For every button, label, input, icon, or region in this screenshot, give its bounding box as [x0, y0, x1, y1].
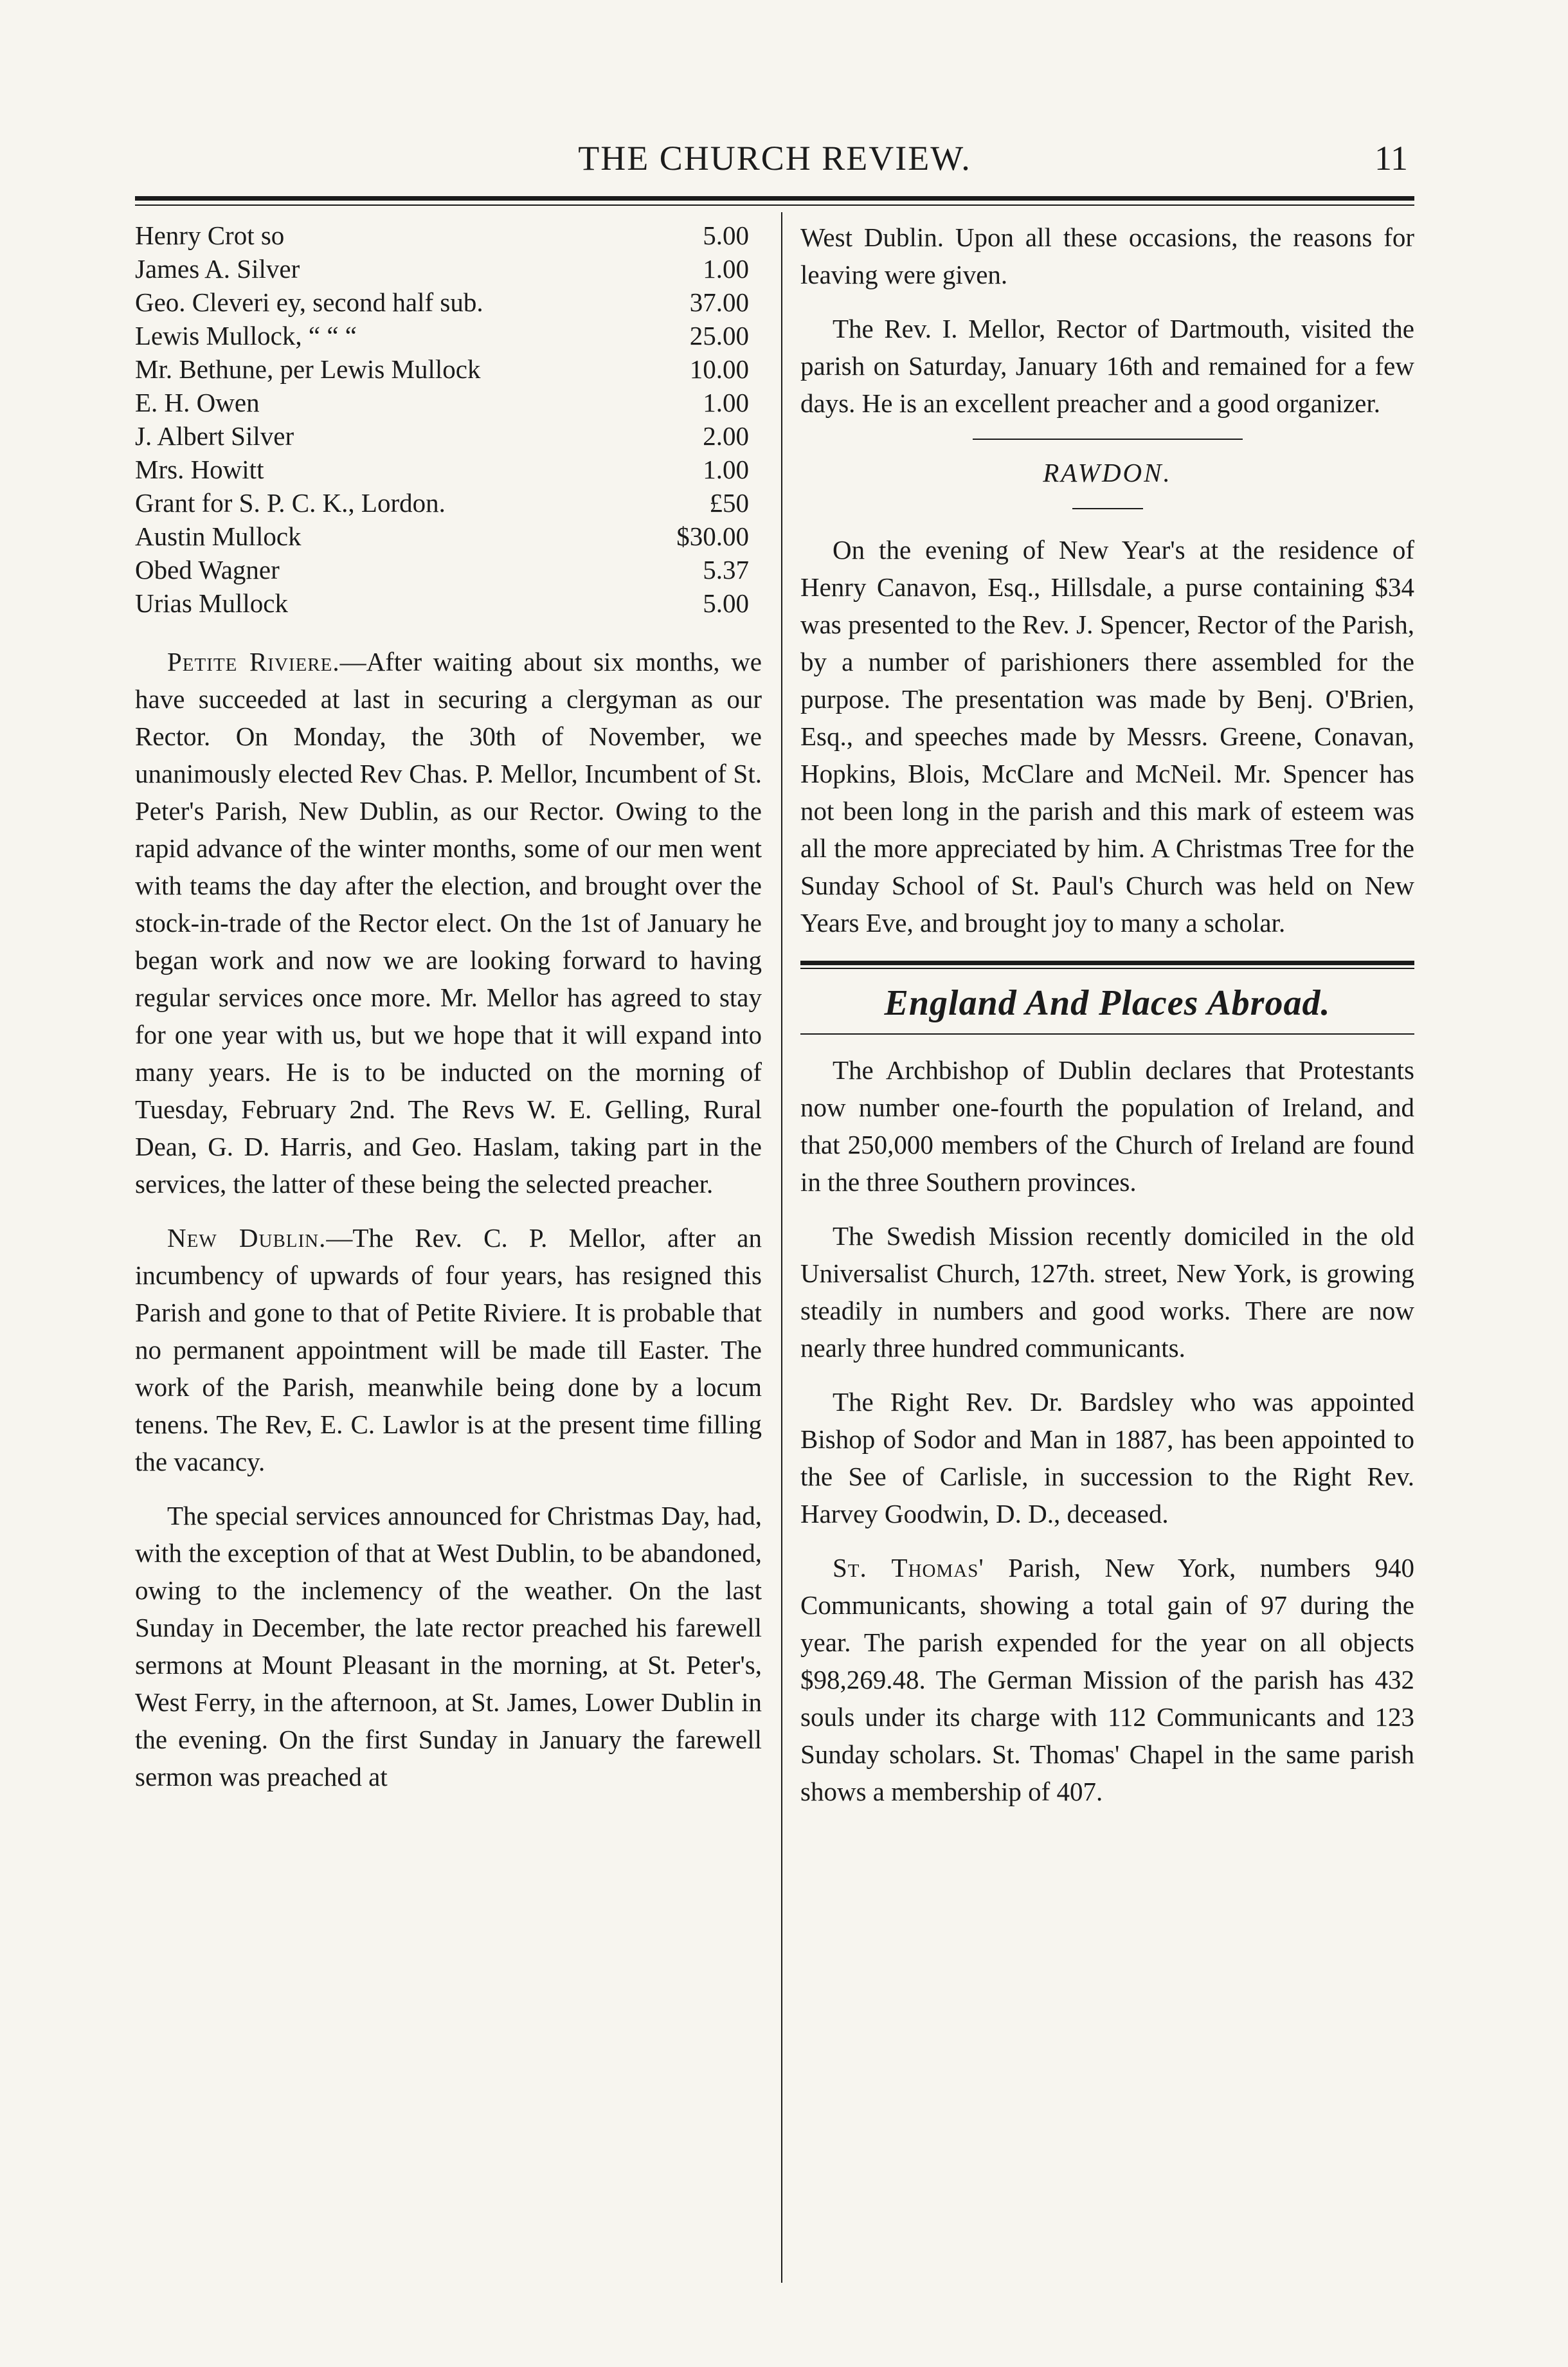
- subscription-amount: 5.37: [703, 555, 749, 585]
- subscription-row: [135, 520, 762, 553]
- publication-title: THE CHURCH REVIEW.: [578, 139, 971, 177]
- st-thomas-text: Parish, New York, numbers 940 Communicants, showing a total gain of 97 during the year. The parish expended for the year on all objects $98,269.48. The German Mission of the parish has 432 souls under its charge with 112 Communicants and 123 Sunday scholars. St. Thomas' Chapel in the same parish shows a membership of 407.: [800, 1553, 1415, 1806]
- subscription-row: [135, 553, 762, 586]
- section-rule-bottom: [800, 1033, 1414, 1035]
- left-column: [135, 219, 762, 1812]
- rawdon-heading: RAWDON.: [1043, 458, 1172, 487]
- bardsley-paragraph: The Right Rev. Dr. Bardsley who was appointed Bishop of Sodor and Man in 1887, has been appointed to the See of Carlisle, in succession to the Right Rev. Harvey Goodwin, D. D., deceased.: [800, 1387, 1414, 1528]
- subscriber-name: Mrs. Howitt: [135, 455, 264, 484]
- subscription-amount: 1.00: [703, 455, 749, 484]
- subscription-amount: 25.00: [689, 321, 749, 350]
- subscription-row: [135, 419, 762, 453]
- subscription-row: [135, 386, 762, 419]
- page-number: 11: [1374, 139, 1408, 177]
- subscription-row: [135, 319, 762, 352]
- petite-riviere-paragraph: [135, 643, 762, 1202]
- subscriber-name: James A. Silver: [135, 254, 300, 284]
- subscriber-name: E. H. Owen: [135, 388, 260, 417]
- subscription-row: [135, 352, 762, 386]
- separator-mini-rule: [1072, 508, 1143, 509]
- special-services-paragraph: The special services announced for Christmas Day, had, with the exception of that at West Dublin, to be abandoned, owing to the inclemency of the weather. On the last Sunday in December, the late rector preached his farewell sermons at Mount Pleasant in the morning, at St. Peter's, West Ferry, in the afternoon, at St. James, Lower Dublin in the evening. On the first Sunday in January the farewell sermon was preached at: [135, 1501, 762, 1791]
- subscription-row: [135, 252, 762, 286]
- subscriber-name: Austin Mullock: [135, 521, 302, 551]
- subscriber-name: Geo. Cleveri ey, second half sub.: [135, 287, 483, 317]
- subscriber-name: Urias Mullock: [135, 588, 288, 618]
- header-rule-thin: [135, 204, 1414, 206]
- subscription-amount: 1.00: [703, 254, 749, 284]
- subscription-row: [135, 486, 762, 520]
- subscription-amount: 2.00: [703, 421, 749, 451]
- swedish-mission-paragraph: The Swedish Mission recently domiciled in the old Universalist Church, 127th. street, New York, is growing steadily in numbers and good works. There are now nearly three hundred communicants.: [800, 1221, 1414, 1363]
- subscription-row: [135, 286, 762, 319]
- section-rule-thin: [800, 968, 1414, 969]
- mellor-visit-paragraph: The Rev. I. Mellor, Rector of Dartmouth, visited the parish on Saturday, January 16th and remained for a few days. He is an excellent preacher and a good organizer.: [800, 314, 1414, 418]
- header-rule-thick: [135, 196, 1414, 201]
- petite-riviere-text: —After waiting about six months, we have succeeded at last in securing a clergyman as our Rector. On Monday, the 30th of November, we unanimously elected Rev Chas. P. Mellor, Incumbent of St. Peter's Parish, New Dublin, as our Rector. Owing to the rapid advance of the winter months, some of our men went with teams the day after the election, and brought over the stock-in-trade of the Rector elect. On the 1st of January he began work and now we are looking forward to having regular services once more. Mr. Mellor has agreed to stay for one year with us, but we hope that it will expand into many years. He is to be inducted on the morning of Tuesday, February 2nd. The Revs W. E. Gelling, Rural Dean, G. D. Harris, and Geo. Haslam, taking part in the services, the latter of these being the selected preacher.: [135, 647, 762, 1199]
- subscription-amount: 5.00: [703, 221, 749, 250]
- subscription-row: [135, 586, 762, 620]
- subscription-amount: £50: [709, 488, 749, 518]
- st-thomas-lead: St. Thomas': [833, 1553, 984, 1583]
- separator-rule: [973, 439, 1243, 440]
- petite-riviere-lead: Petite Riviere.: [167, 647, 340, 676]
- archbishop-paragraph: The Archbishop of Dublin declares that Protestants now number one-fourth the population of Ireland, and that 250,000 members of the Church of Ireland are found in the three Southern provinces.: [800, 1055, 1414, 1197]
- column-divider: [781, 212, 782, 2283]
- subscription-amount: 10.00: [689, 354, 749, 384]
- st-thomas-paragraph: [800, 1549, 1414, 1810]
- new-dublin-text: —The Rev. C. P. Mellor, after an incumbency of upwards of four years, has resigned this Parish and gone to that of Petite Riviere. It is probable that no permanent appointment will be made till Easter. The work of the Parish, meanwhile being done by a locum tenens. The Rev, E. C. Lawlor is at the present time filling the vacancy.: [135, 1223, 762, 1476]
- subscriber-name: Mr. Bethune, per Lewis Mullock: [135, 354, 481, 384]
- right-column: [800, 219, 1414, 1827]
- subscription-row: [135, 453, 762, 486]
- subscriber-name: J. Albert Silver: [135, 421, 294, 451]
- subscriber-name: Obed Wagner: [135, 555, 280, 585]
- subscription-amount: $30.00: [676, 521, 749, 551]
- subscription-amount: 5.00: [703, 588, 749, 618]
- subscription-amount: 37.00: [689, 287, 749, 317]
- new-dublin-paragraph: [135, 1219, 762, 1480]
- subscriber-name: Grant for S. P. C. K., Lordon.: [135, 488, 446, 518]
- rawdon-paragraph: On the evening of New Year's at the residence of Henry Canavon, Esq., Hillsdale, a purse containing $34 was presented to the Rev. J. Spencer, Rector of the Parish, by a number of parishioners there assembled for the purpose. The presentation was made by Benj. O'Brien, Esq., and speeches made by Messrs. Greene, Conavan, Hopkins, Blois, McClare and McNeil. Mr. Spencer has not been long in the parish and this mark of esteem was all the more appreciated by him. A Christmas Tree for the Sunday School of St. Paul's Church was held on New Years Eve, and brought joy to many a scholar.: [800, 535, 1414, 938]
- continuation-paragraph: West Dublin. Upon all these occasions, the reasons for leaving were given.: [800, 222, 1414, 289]
- subscription-list: [135, 219, 762, 620]
- subscription-amount: 1.00: [703, 388, 749, 417]
- new-dublin-lead: New Dublin.: [167, 1223, 327, 1253]
- subscriber-name: Henry Crot so: [135, 221, 285, 250]
- subscriber-name: Lewis Mullock, “ “ “: [135, 321, 357, 350]
- section-rule-thick: [800, 961, 1414, 965]
- page-header: [135, 132, 1414, 183]
- subscription-row: [135, 219, 762, 252]
- section-heading: England And Places Abroad.: [884, 983, 1331, 1023]
